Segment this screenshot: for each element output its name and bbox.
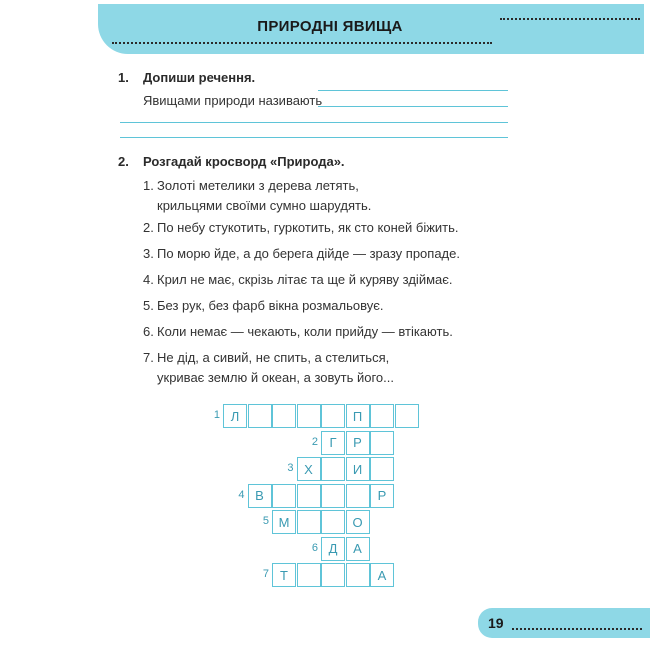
riddle-number: 1. [143, 178, 154, 193]
crossword-cell[interactable] [321, 510, 345, 534]
crossword-cell[interactable]: П [346, 404, 370, 428]
crossword-row-number: 4 [238, 488, 245, 501]
crossword-cell[interactable]: О [346, 510, 370, 534]
crossword-cell[interactable]: М [272, 510, 296, 534]
crossword-cell[interactable]: В [248, 484, 272, 508]
task-1-number: 1. [118, 70, 129, 85]
crossword-cell[interactable] [370, 431, 394, 455]
crossword-cell[interactable]: Р [346, 431, 370, 455]
crossword-cell[interactable]: Л [223, 404, 247, 428]
crossword-cell[interactable] [272, 484, 296, 508]
riddle-text: По небу стукотить, гуркотить, як сто коней біжить. [157, 220, 459, 235]
crossword-cell[interactable] [370, 404, 394, 428]
page-tab-dots-decoration [512, 628, 642, 630]
task-2-number: 2. [118, 154, 129, 169]
riddle-text: Крил не має, скрізь літає та ще й куряву здіймає. [157, 272, 453, 287]
answer-line[interactable] [120, 137, 508, 138]
answer-line[interactable] [318, 106, 508, 107]
crossword-row-number: 5 [262, 515, 269, 527]
riddle-number: 5. [143, 298, 154, 313]
crossword-cell[interactable]: Г [321, 431, 345, 455]
crossword-cell[interactable]: Х [297, 457, 321, 481]
crossword-cell[interactable] [346, 484, 370, 508]
riddle-text: укриває землю й океан, а зовуть його... [157, 370, 395, 385]
riddle-number: 3. [143, 246, 154, 261]
crossword-cell[interactable] [297, 484, 321, 508]
crossword-cell[interactable] [395, 404, 419, 428]
crossword-row-number: 1 [213, 409, 220, 421]
answer-line[interactable] [120, 122, 508, 123]
crossword-row-number: 7 [262, 568, 269, 580]
crossword-cell[interactable]: И [346, 457, 370, 481]
crossword-cell[interactable] [321, 484, 345, 508]
banner-dots-decoration [112, 42, 492, 44]
crossword-cell[interactable]: Д [321, 537, 345, 561]
crossword-row-number: 6 [311, 541, 318, 554]
crossword-cell[interactable] [321, 457, 345, 481]
task-2-title: Розгадай кросворд «Природа». [143, 154, 345, 169]
riddle-text: Без рук, без фарб вікна розмальовує. [157, 298, 384, 313]
crossword-cell[interactable] [272, 404, 296, 428]
crossword-cell[interactable] [346, 563, 370, 587]
riddle-text: По морю йде, а до берега дійде — зразу пропаде. [157, 246, 460, 261]
crossword-cell[interactable] [248, 404, 272, 428]
task-1-prompt: Явищами природи називають [143, 93, 323, 108]
crossword-cell[interactable]: Р [370, 484, 394, 508]
answer-line[interactable] [318, 90, 508, 91]
riddle-number: 4. [143, 272, 154, 287]
riddle-text: Коли немає — чекають, коли прийду — втікають. [157, 324, 453, 339]
riddle-text: Золоті метелики з дерева летять, [157, 178, 359, 193]
crossword-cell[interactable] [321, 563, 345, 587]
banner-dots-decoration [500, 18, 640, 20]
task-1-title: Допиши речення. [143, 70, 256, 85]
crossword-cell[interactable] [321, 404, 345, 428]
crossword-cell[interactable]: Т [272, 563, 296, 587]
crossword-cell[interactable] [297, 510, 321, 534]
crossword-cell[interactable] [297, 404, 321, 428]
crossword-cell[interactable] [297, 563, 321, 587]
riddle-number: 7. [143, 350, 154, 365]
page-number: 19 [488, 615, 504, 631]
page-title: ПРИРОДНІ ЯВИЩА [257, 18, 403, 35]
crossword-cell[interactable] [370, 457, 394, 481]
crossword-row-number: 2 [311, 435, 318, 448]
riddle-text: Не дід, а сивий, не спить, а стелиться, [157, 350, 390, 365]
riddle-number: 2. [143, 220, 154, 235]
riddle-number: 6. [143, 324, 154, 339]
crossword-cell[interactable]: А [370, 563, 394, 587]
crossword-cell[interactable]: А [346, 537, 370, 561]
crossword-row-number: 3 [287, 462, 294, 474]
riddle-text: крильцями своїми сумно шарудять. [157, 198, 372, 213]
